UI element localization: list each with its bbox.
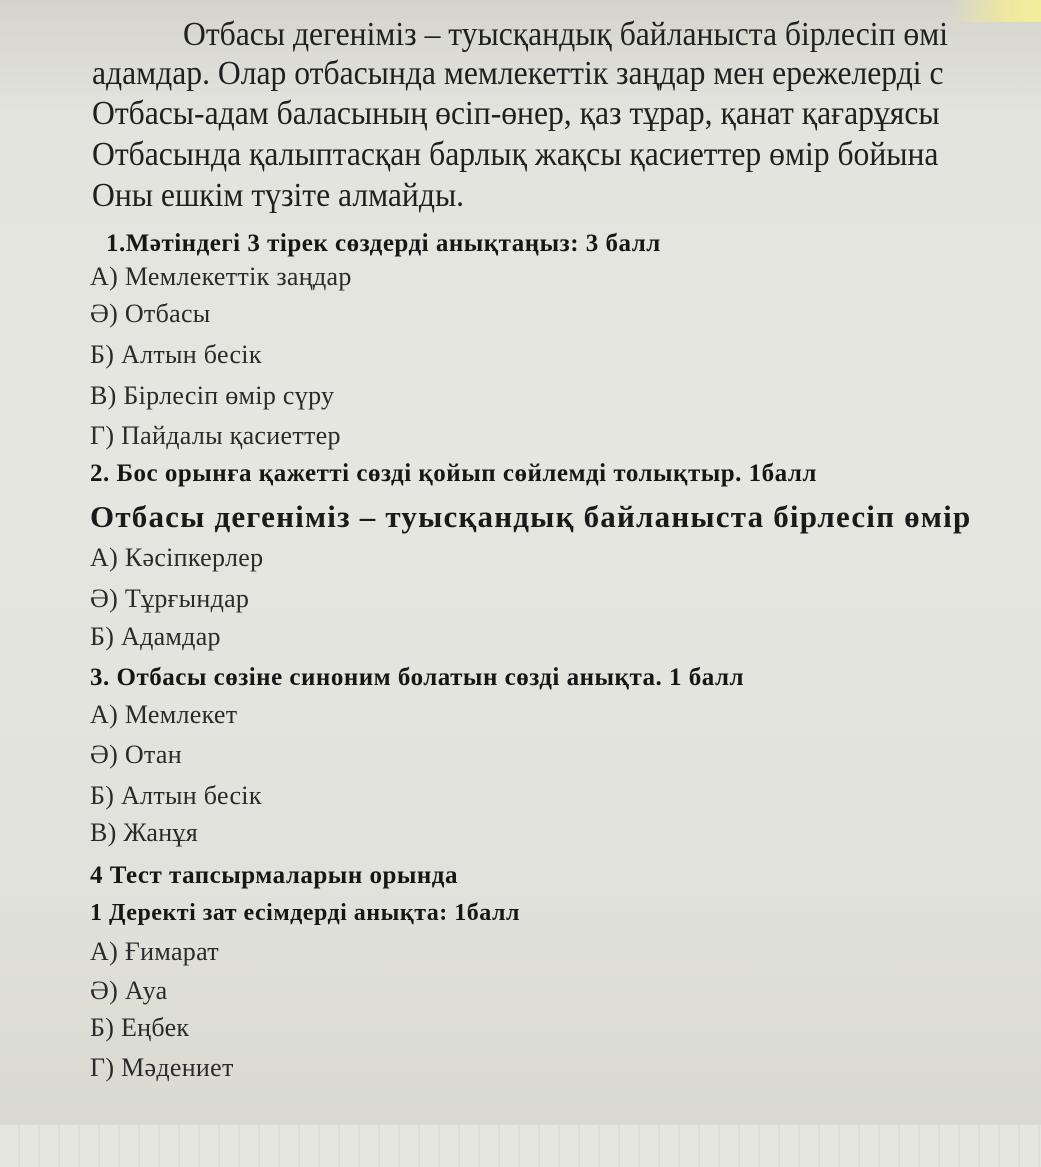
question-1-option-ae: Ә) Отбасы: [90, 299, 211, 328]
question-1-title: 1.Мәтіндегі 3 тірек сөздерді анықтаңыз: 3 балл: [106, 230, 661, 257]
question-4-subtitle: 1 Деректі зат есімдерді анықта: 1балл: [90, 900, 520, 926]
question-3-option-a: А) Мемлекет: [90, 700, 238, 729]
question-4-option-ae: Ә) Ауа: [90, 976, 168, 1005]
paragraph-line-4: Отбасында қалыптасқан барлық жақсы қасиеттер өмір бойына: [92, 136, 939, 173]
paragraph-line-5: Оны ешкім түзіте алмайды.: [92, 177, 465, 214]
paragraph-line-1: Отбасы дегеніміз – туысқандық байланыста бірлесіп өмі: [183, 16, 949, 53]
question-1-option-v: В) Бірлесіп өмір сүру: [90, 381, 335, 410]
question-4-title: 4 Тест тапсырмаларын орында: [90, 862, 458, 889]
question-2-option-ae: Ә) Тұрғындар: [90, 584, 250, 613]
question-3-option-v: В) Жанұя: [90, 818, 198, 847]
bottom-edge: [0, 1125, 1041, 1167]
question-1-option-a: А) Мемлекеттік заңдар: [90, 262, 352, 291]
question-3-title: 3. Отбасы сөзіне синоним болатын сөзді анықта. 1 балл: [90, 664, 745, 691]
question-2-title: 2. Бос орынға қажетті сөзді қойып сөйлемді толықтыр. 1балл: [90, 460, 817, 487]
question-1-option-g: Г) Пайдалы қасиеттер: [90, 421, 341, 450]
question-4-option-a: А) Ғимарат: [90, 937, 219, 966]
question-3-option-ae: Ә) Отан: [90, 740, 182, 769]
paragraph-line-2: адамдар. Олар отбасында мемлекеттік заңдар мен ережелерді с: [92, 55, 944, 92]
question-4-option-g: Г) Мәдениет: [90, 1053, 234, 1082]
question-3-option-b: Б) Алтын бесік: [90, 781, 262, 810]
paragraph-line-3: Отбасы-адам баласының өсіп-өнер, қаз тұрар, қанат қағарұясы: [92, 95, 940, 132]
question-2-option-a: А) Кәсіпкерлер: [90, 543, 264, 572]
question-1-option-b: Б) Алтын бесік: [90, 340, 262, 369]
question-4-option-b: Б) Еңбек: [90, 1013, 190, 1042]
page-corner: [951, 0, 1041, 22]
question-2-option-b: Б) Адамдар: [90, 622, 221, 651]
question-2-sentence: Отбасы дегеніміз – туысқандық байланыста бірлесіп өмір: [90, 499, 972, 534]
